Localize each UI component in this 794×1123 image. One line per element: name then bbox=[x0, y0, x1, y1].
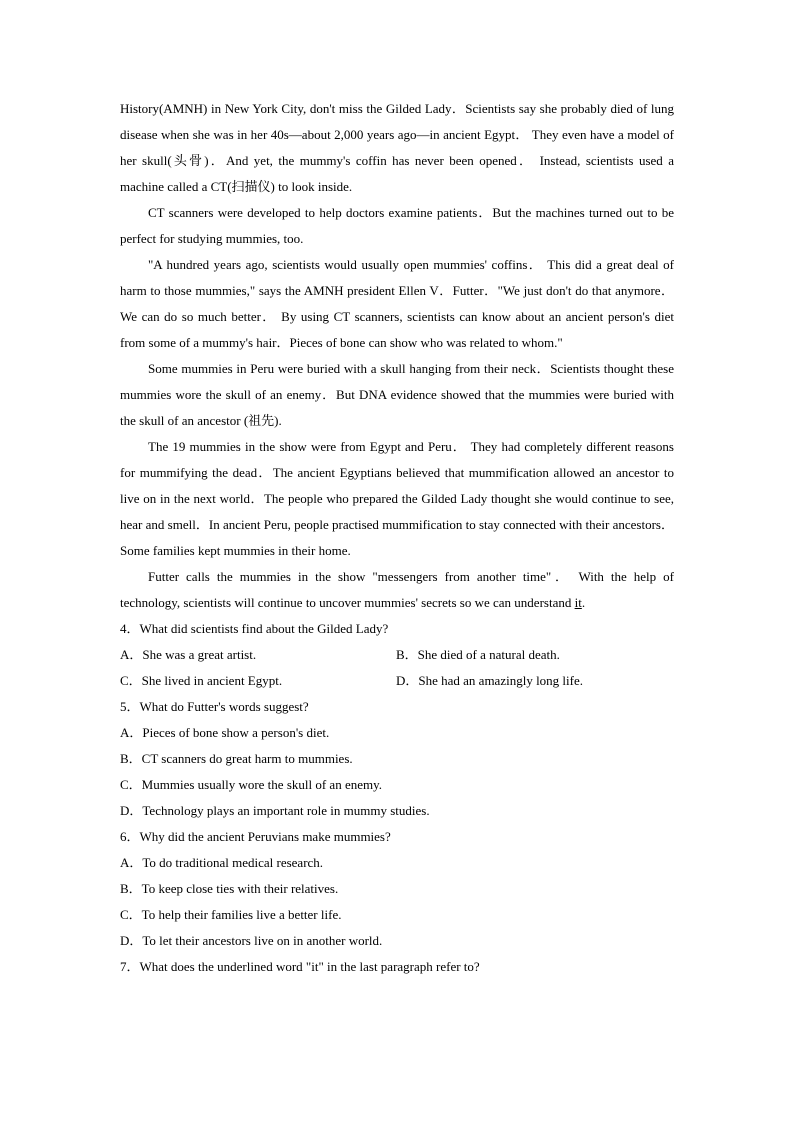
question-5-option-d: D．Technology plays an important role in mummy studies. bbox=[120, 803, 430, 818]
paragraph-6-end: . bbox=[581, 595, 586, 610]
question-4-option-d: D．She had an amazingly long life. bbox=[396, 673, 584, 688]
question-4-options-row-1 bbox=[120, 642, 674, 668]
passage-paragraph-2: CT scanners were developed to help doctors examine patients．But the machines turned out to be perfect for studying mummies, too. bbox=[120, 205, 674, 246]
question-6-option-b: B．To keep close ties with their relatives. bbox=[120, 881, 339, 896]
underlined-word-it: it bbox=[574, 595, 582, 610]
passage-paragraph-4: Some mummies in Peru were buried with a skull hanging from their neck．Scientists thought these mummies wore the skull of an enemy．But DNA evidence showed that the mummies were buried with the skull of an ancestor (祖先). bbox=[120, 361, 674, 428]
passage-paragraph-6 bbox=[120, 564, 674, 616]
question-5-option-c: C．Mummies usually wore the skull of an enemy. bbox=[120, 777, 383, 792]
question-6-stem: 6．Why did the ancient Peruvians make mummies? bbox=[120, 829, 391, 844]
question-6-option-d: D．To let their ancestors live on in another world. bbox=[120, 933, 383, 948]
document-page bbox=[120, 96, 674, 980]
question-4-option-a: A．She was a great artist. bbox=[120, 647, 257, 662]
question-6-option-c: C．To help their families live a better life. bbox=[120, 907, 342, 922]
question-4-stem: 4．What did scientists find about the Gilded Lady? bbox=[120, 621, 389, 636]
question-5-option-b: B．CT scanners do great harm to mummies. bbox=[120, 751, 353, 766]
question-6-option-a: A．To do traditional medical research. bbox=[120, 855, 324, 870]
question-5-option-a: A．Pieces of bone show a person's diet. bbox=[120, 725, 330, 740]
passage-paragraph-3: "A hundred years ago, scientists would usually open mummies' coffins． This did a great deal of harm to those mummies," says the AMNH president Ellen V．Futter．"We just don't do that anymore． We can do so much better． By using CT scanners, scientists can know about an ancient person's diet from some of a mummy's hair．Pieces of bone can show who was related to whom." bbox=[120, 257, 674, 350]
question-4-option-c: C．She lived in ancient Egypt. bbox=[120, 673, 283, 688]
question-7-stem: 7．What does the underlined word "it" in the last paragraph refer to? bbox=[120, 959, 480, 974]
question-4-option-b: B．She died of a natural death. bbox=[396, 647, 560, 662]
question-4-options-row-2 bbox=[120, 668, 674, 694]
passage-paragraph-1: History(AMNH) in New York City, don't miss the Gilded Lady．Scientists say she probably died of lung disease when she was in her 40s—about 2,000 years ago—in ancient Egypt． They even have a model of her skull(头骨)．And yet, the mummy's coffin has never been opened． Instead, scientists used a machine called a CT(扫描仪) to look inside. bbox=[120, 101, 674, 194]
paragraph-6-text: Futter calls the mummies in the show "messengers from another time"． With the help of technology, scientists will continue to uncover mummies' secrets so we can understand bbox=[120, 569, 674, 610]
passage-paragraph-5: The 19 mummies in the show were from Egypt and Peru． They had completely different reasons for mummifying the dead．The ancient Egyptians believed that mummification allowed an ancestor to live on in the next world．The people who prepared the Gilded Lady thought she would continue to see, hear and smell．In ancient Peru, people practised mummification to stay connected with their ancestors．Some families kept mummies in their home. bbox=[120, 439, 674, 558]
question-5-stem: 5．What do Futter's words suggest? bbox=[120, 699, 309, 714]
